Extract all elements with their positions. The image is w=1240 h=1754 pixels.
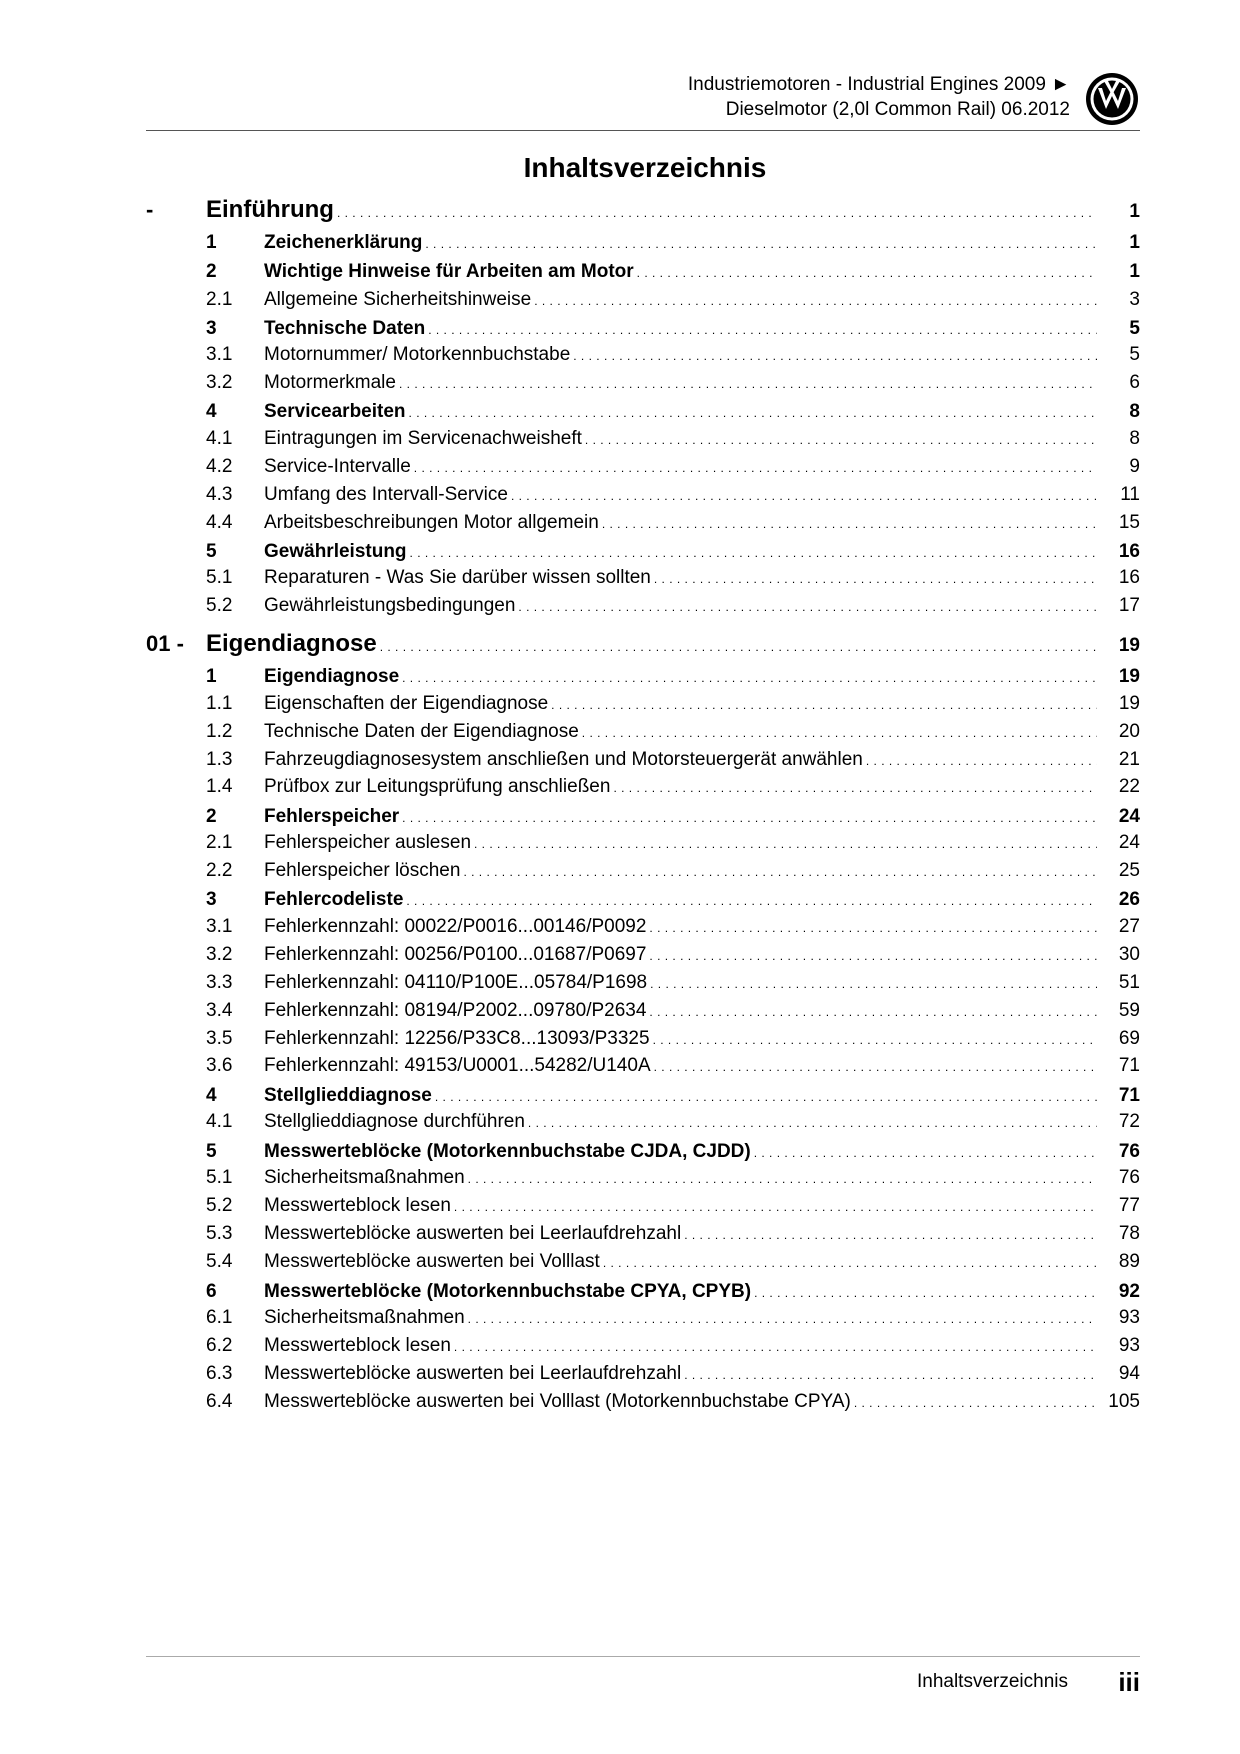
toc-entry-line [264,997,1140,1026]
toc-entry[interactable] [146,1052,1140,1080]
toc-entry-label: Fehlerkennzahl: 00256/P0100...01687/P0697 [264,944,647,965]
toc-entry-label: Sicherheitsmaßnahmen [264,1307,465,1328]
toc-entry[interactable] [146,564,1140,592]
toc-entry-page: 59 [1118,1000,1140,1021]
toc-entry-number: 4.4 [206,512,233,533]
toc-entry[interactable] [146,398,1140,426]
toc-entry-line [264,746,1140,775]
toc-entry[interactable] [146,341,1140,369]
toc-entry[interactable] [146,663,1140,691]
toc-entry-label: Eintragungen im Servicenachweisheft [264,428,582,449]
header-line-1: Industriemotoren - Industrial Engines 2009 ► [687,74,1070,95]
toc-entry-number: 5 [206,541,217,562]
toc-entry-line [264,829,1140,858]
toc-entry[interactable] [146,1138,1140,1166]
dot-leader [435,1082,1097,1111]
toc-entry-label: Wichtige Hinweise für Arbeiten am Motor [264,261,634,282]
toc-entry-label: Allgemeine Sicherheitshinweise [264,289,532,310]
toc-entry-number: 3 [206,889,217,910]
toc-entry-page: 27 [1118,916,1140,937]
toc-entry-page: 21 [1118,749,1140,770]
toc-entry-label: Messwerteblock lesen [264,1335,451,1356]
toc-entry-number: 1.3 [206,749,233,770]
dot-leader [603,1248,1097,1277]
dot-leader [402,663,1097,692]
toc-entry-label: Eigendiagnose [264,666,400,687]
dot-leader [684,1360,1097,1389]
toc-entry[interactable] [146,997,1140,1025]
toc-entry-page: 16 [1118,567,1140,588]
toc-entry-page: 8 [1129,401,1140,422]
toc-entry-page: 89 [1118,1251,1140,1272]
toc-entry-line [264,592,1140,621]
footer-page-number: iii [1118,1667,1140,1697]
toc-entry-page: 51 [1118,972,1140,993]
toc-entry[interactable] [146,258,1140,286]
toc-entry-label: Messwerteblock lesen [264,1195,451,1216]
toc-entry-number: 3.5 [206,1028,233,1049]
toc-entry-line [264,1220,1140,1249]
toc-entry[interactable] [146,538,1140,566]
dot-leader [428,315,1097,344]
toc-entry-line [264,913,1140,942]
toc-entry[interactable] [146,746,1140,774]
toc-entry-page: 25 [1118,860,1140,881]
toc-entry-number: 2.1 [206,289,233,310]
toc-entry-page: 93 [1118,1307,1140,1328]
toc-entry-label: Fahrzeugdiagnosesystem anschließen und Motorsteuergerät anwählen [264,749,863,770]
page-footer [146,1656,1140,1697]
dot-leader [409,398,1097,427]
toc-entry-page: 92 [1118,1281,1140,1302]
toc-entry-page: 76 [1118,1167,1140,1188]
toc-entry-page: 71 [1118,1085,1140,1106]
toc-entry-label: Einführung [206,196,334,223]
toc-entry[interactable] [146,481,1140,509]
toc-entry[interactable] [146,1220,1140,1248]
toc-entry-page: 24 [1118,806,1140,827]
toc-entry-line [264,1388,1140,1417]
toc-entry-label: Fehlerkennzahl: 04110/P100E...05784/P1698 [264,972,648,993]
toc-entry[interactable] [146,857,1140,885]
dot-leader [754,1278,1097,1307]
toc-entry-page: 1 [1129,232,1140,253]
dot-leader [653,1025,1097,1054]
toc-entry-line [264,663,1140,692]
toc-entry-line [264,886,1140,915]
toc-entry-page: 19 [1118,666,1140,687]
dot-leader [654,564,1097,593]
toc-entry[interactable] [146,509,1140,537]
toc-entry[interactable] [146,1332,1140,1360]
toc-entry[interactable] [146,1082,1140,1110]
toc-entry-number: 5.1 [206,1167,233,1188]
toc-entry-number: 3.6 [206,1055,233,1076]
toc-entry-line [264,718,1140,747]
toc-entry-number: 6.3 [206,1363,233,1384]
toc-entry-page: 22 [1118,776,1140,797]
toc-entry-line [264,1052,1140,1081]
dot-leader [854,1388,1097,1417]
dot-leader [649,941,1097,970]
toc-entry-page: 8 [1129,428,1140,449]
toc-entry-label: Fehlerspeicher löschen [264,860,461,881]
toc-entry-label: Eigendiagnose [206,630,377,657]
toc-entry[interactable] [146,969,1140,997]
dot-leader [654,1052,1097,1081]
toc-entry-label: Technische Daten der Eigendiagnose [264,721,579,742]
toc-entry-line [264,1360,1140,1389]
toc-entry-line [264,773,1140,802]
toc-entry-line [264,398,1140,427]
toc-entry[interactable] [146,369,1140,397]
dot-leader [866,746,1097,775]
toc-entry-label: Zeichenerklärung [264,232,423,253]
toc-entry[interactable] [146,773,1140,801]
dot-leader [463,857,1097,886]
toc-entry[interactable] [146,1192,1140,1220]
toc-entry-number: 3.3 [206,972,233,993]
toc-entry-page: 24 [1118,832,1140,853]
toc-entry[interactable] [146,425,1140,453]
toc-entry-page: 20 [1118,721,1140,742]
toc-entry-line [264,857,1140,886]
dot-leader [582,718,1097,747]
toc-entry[interactable] [146,718,1140,746]
dot-leader [511,481,1097,510]
toc-entry[interactable] [146,1248,1140,1276]
toc-entry[interactable] [146,196,1140,224]
toc-entry-line [264,1192,1140,1221]
toc-entry-label: Messwerteblöcke auswerten bei Leerlaufdrehzahl [264,1363,682,1384]
toc-entry-line [264,538,1140,567]
toc-entry-page: 5 [1129,318,1140,339]
toc-entry-label: Umfang des Intervall-Service [264,484,508,505]
dot-leader [410,538,1097,567]
toc-entry-number: 5.2 [206,595,233,616]
toc-entry-line [264,286,1140,315]
toc-entry-number: 6 [206,1281,217,1302]
toc-entry-page: 6 [1129,372,1140,393]
toc-entry-label: Gewährleistung [264,541,407,562]
toc-entry-line [264,258,1140,287]
dot-leader [399,369,1097,398]
toc-entry-number: 4 [206,401,217,422]
toc-entry[interactable] [146,315,1140,343]
toc-entry[interactable] [146,1108,1140,1136]
toc-entry-line [264,690,1140,719]
toc-entry[interactable] [146,1388,1140,1416]
toc-entry[interactable] [146,453,1140,481]
toc-entry-label: Fehlerspeicher auslesen [264,832,472,853]
toc-entry-number: 1.4 [206,776,233,797]
toc-entry-label: Gewährleistungsbedingungen [264,595,516,616]
toc-entry[interactable] [146,229,1140,257]
toc-entry-label: Fehlerspeicher [264,806,400,827]
toc-entry-page: 76 [1118,1141,1140,1162]
toc-entry-label: Motornummer/ Motorkennbuchstabe [264,344,571,365]
toc-entry-page: 93 [1118,1335,1140,1356]
toc-entry-line [264,509,1140,538]
dot-leader [380,630,1097,661]
toc-entry-page: 1 [1129,261,1140,282]
dot-leader [518,592,1097,621]
toc-entry-number: 6.4 [206,1391,233,1412]
page-header [146,72,1140,131]
dot-leader [414,453,1097,482]
dot-leader [585,425,1097,454]
toc-entry-label: Fehlerkennzahl: 49153/U0001...54282/U140A [264,1055,651,1076]
dot-leader [754,1138,1097,1167]
dot-leader [425,229,1097,258]
toc-entry-page: 94 [1118,1363,1140,1384]
toc-entry-number: 3.4 [206,1000,233,1021]
toc-entry-number: 3.1 [206,344,233,365]
toc-entry-line [264,1108,1140,1137]
dot-leader [650,969,1097,998]
toc-entry-page: 77 [1118,1195,1140,1216]
toc-entry-label: Service-Intervalle [264,456,411,477]
toc-entry-number: 5 [206,1141,217,1162]
dot-leader [534,286,1097,315]
toc-entry-number: 2 [206,261,217,282]
toc-entry-label: Fehlerkennzahl: 00022/P0016...00146/P0092 [264,916,647,937]
toc-entry[interactable] [146,829,1140,857]
toc-entry-page: 26 [1118,889,1140,910]
toc-entry-number: 6.1 [206,1307,233,1328]
toc-entry-number: 01 - [146,631,184,656]
toc-entry-page: 16 [1118,541,1140,562]
toc-entry-page: 30 [1118,944,1140,965]
toc-entry-label: Fehlerkennzahl: 12256/P33C8...13093/P3325 [264,1028,650,1049]
dot-leader [649,913,1097,942]
toc-entry[interactable] [146,1025,1140,1053]
toc-entry-number: 1.1 [206,693,233,714]
toc-entry-number: 6.2 [206,1335,233,1356]
toc-entry-number: 2 [206,806,217,827]
dot-leader [528,1108,1097,1137]
toc-entry-label: Messwerteblöcke auswerten bei Volllast (Motorkennbuchstabe CPYA) [264,1391,851,1412]
toc-entry-line [264,1278,1140,1307]
dot-leader [551,690,1097,719]
dot-leader [684,1220,1097,1249]
toc-entry-line [264,341,1140,370]
toc-entry-label: Messwerteblöcke (Motorkennbuchstabe CPYA, CPYB) [264,1281,752,1302]
dot-leader [573,341,1097,370]
toc-entry-label: Technische Daten [264,318,426,339]
toc-entry-number: 4.1 [206,1111,233,1132]
toc-entry-label: Stellglieddiagnose [264,1085,432,1106]
toc-entry-number: 2.2 [206,860,233,881]
toc-entry-label: Messwerteblöcke auswerten bei Leerlaufdrehzahl [264,1223,682,1244]
toc-entry-line [264,1082,1140,1111]
toc-entry-page: 15 [1118,512,1140,533]
toc-entry-line [264,1164,1140,1193]
toc-entry-number: 4.3 [206,484,233,505]
dot-leader [406,886,1097,915]
toc-entry[interactable] [146,941,1140,969]
toc-entry-page: 9 [1129,456,1140,477]
toc-entry-line [264,969,1140,998]
toc-entry-number: 5.1 [206,567,233,588]
dot-leader [613,773,1097,802]
dot-leader [454,1332,1097,1361]
toc-entry-page: 17 [1118,595,1140,616]
toc-entry-label: Fehlerkennzahl: 08194/P2002...09780/P2634 [264,1000,647,1021]
toc-entry-label: Messwerteblöcke auswerten bei Volllast [264,1251,600,1272]
toc-entry-label: Servicearbeiten [264,401,406,422]
toc-entry-page: 72 [1118,1111,1140,1132]
toc-entry-number: 3.2 [206,372,233,393]
toc-entry[interactable] [146,630,1140,658]
toc-entry[interactable] [146,886,1140,914]
toc-entry-line [264,481,1140,510]
toc-entry-label: Reparaturen - Was Sie darüber wissen sollten [264,567,651,588]
header-line-2: Dieselmotor (2,0l Common Rail) 06.2012 [725,99,1070,120]
toc-entry[interactable] [146,803,1140,831]
toc-entry-number: 1 [206,666,217,687]
toc-entry-line [264,564,1140,593]
toc-entry-number: - [146,197,154,222]
toc-entry-page: 19 [1118,635,1140,656]
toc-entry-line [206,196,1140,227]
toc-entry-page: 78 [1118,1223,1140,1244]
dot-leader [468,1304,1097,1333]
toc-entry-line [264,369,1140,398]
toc-entry-label: Motormerkmale [264,372,396,393]
toc-entry-number: 4 [206,1085,217,1106]
toc-entry[interactable] [146,913,1140,941]
dot-leader [649,997,1097,1026]
toc-entry-label: Prüfbox zur Leitungsprüfung anschließen [264,776,611,797]
dot-leader [454,1192,1097,1221]
toc-entry-label: Eigenschaften der Eigendiagnose [264,693,549,714]
page-title: Inhaltsverzeichnis [523,152,767,183]
toc-entry-page: 11 [1120,484,1140,505]
dot-leader [602,509,1097,538]
toc-entry-line [264,1138,1140,1167]
toc-entry[interactable] [146,1164,1140,1192]
toc-entry-page: 3 [1129,289,1140,310]
dot-leader [637,258,1097,287]
toc-entry-page: 5 [1129,344,1140,365]
toc-entry-number: 5.2 [206,1195,233,1216]
toc-entry-line [264,1332,1140,1361]
toc-entry[interactable] [146,592,1140,620]
toc-entry-label: Stellglieddiagnose durchführen [264,1111,525,1132]
toc-entry-line [206,630,1140,661]
toc-entry-line [264,941,1140,970]
dot-leader [468,1164,1097,1193]
toc-entry-line [264,453,1140,482]
toc-entry-page: 69 [1118,1028,1140,1049]
dot-leader [474,829,1097,858]
toc-entry[interactable] [146,1360,1140,1388]
toc-entry-label: Fehlercodeliste [264,889,404,910]
toc-entry[interactable] [146,690,1140,718]
toc-entry-page: 105 [1108,1391,1140,1412]
toc-entry-number: 5.3 [206,1223,233,1244]
toc-entry-label: Sicherheitsmaßnahmen [264,1167,465,1188]
toc-entry-page: 71 [1118,1055,1140,1076]
toc-entry-number: 3.1 [206,916,233,937]
toc-entry-line [264,803,1140,832]
footer-label: Inhaltsverzeichnis [916,1671,1068,1692]
toc-entry-line [264,229,1140,258]
dot-leader [337,196,1097,227]
toc-entry-number: 3 [206,318,217,339]
toc-entry-line [264,315,1140,344]
toc-entry-number: 4.2 [206,456,233,477]
vw-logo-icon [1084,71,1140,127]
toc-entry-number: 2.1 [206,832,233,853]
toc-entry[interactable] [146,1278,1140,1306]
toc-entry-label: Messwerteblöcke (Motorkennbuchstabe CJDA, CJDD) [264,1141,751,1162]
toc-entry-number: 3.2 [206,944,233,965]
dot-leader [402,803,1097,832]
toc-entry[interactable] [146,286,1140,314]
toc-entry-number: 4.1 [206,428,233,449]
header-text [688,72,1070,122]
toc-entry-line [264,1304,1140,1333]
toc-entry-line [264,1025,1140,1054]
toc-entry-number: 1 [206,232,217,253]
toc-entry[interactable] [146,1304,1140,1332]
toc-entry-line [264,425,1140,454]
toc-entry-page: 19 [1118,693,1140,714]
toc-entry-number: 1.2 [206,721,233,742]
toc-entry-label: Arbeitsbeschreibungen Motor allgemein [264,512,599,533]
toc-entry-page: 1 [1129,201,1140,222]
toc-entry-line [264,1248,1140,1277]
toc-entry-number: 5.4 [206,1251,233,1272]
